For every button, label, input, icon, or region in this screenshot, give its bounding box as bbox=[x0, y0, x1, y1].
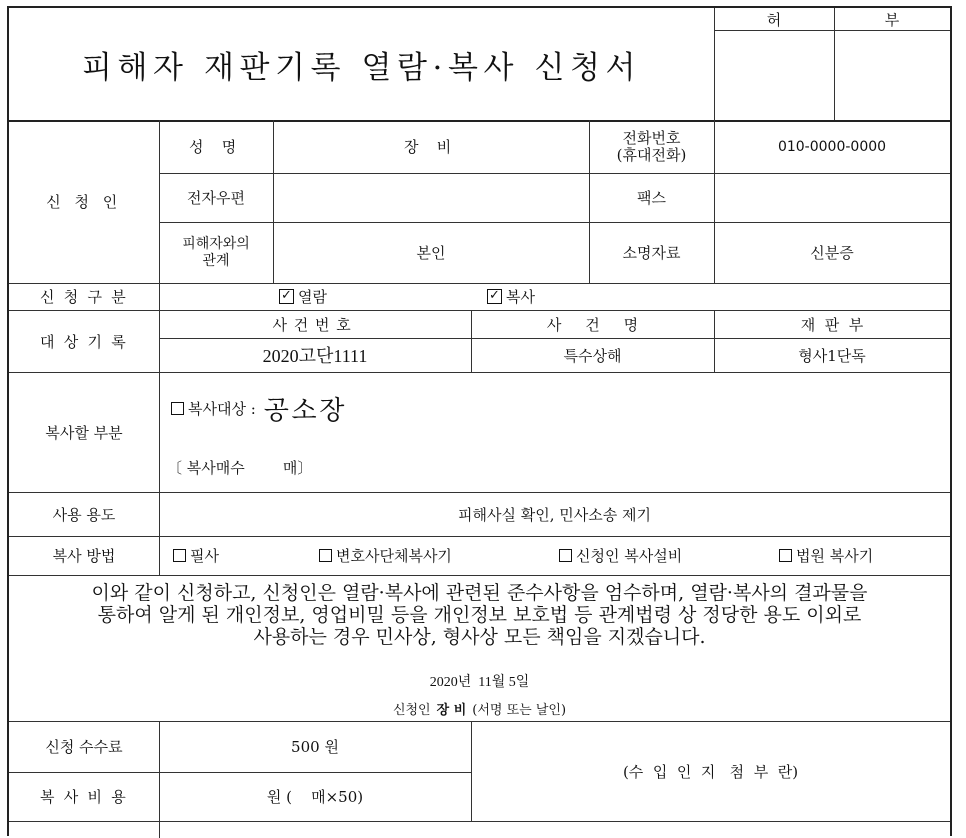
case-number-header: 사건번호 bbox=[272, 315, 358, 334]
signer-label: 신청인 bbox=[392, 702, 431, 718]
applicant-device-label: 신청인 복사설비 bbox=[576, 547, 683, 565]
approval-deny-box[interactable] bbox=[834, 30, 950, 120]
relation-label: 피해자와의 관계 bbox=[182, 235, 250, 269]
revenue-stamp-area[interactable]: (수 입 인 지 첨 부 란) bbox=[622, 762, 799, 781]
approval-deny-label: 부 bbox=[884, 10, 900, 29]
declaration-line: 이와 같이 신청하고, 신청인은 열람·복사에 관련된 준수사항을 엄수하며, 열람·복사의 결과물을 bbox=[91, 582, 868, 604]
lawyer-copier-checkbox[interactable] bbox=[319, 549, 332, 562]
court-copier-label: 법원 복사기 bbox=[796, 547, 874, 565]
method-handcopy[interactable] bbox=[173, 536, 303, 575]
phone-label: 전화번호 (휴대전화) bbox=[616, 128, 687, 164]
handcopy-label: 필사 bbox=[190, 547, 219, 565]
request-type-label: 신 청 구 분 bbox=[39, 288, 128, 306]
view-checkbox[interactable]: ✓ bbox=[279, 289, 294, 304]
fax-field[interactable] bbox=[714, 173, 950, 222]
method-applicant-device[interactable] bbox=[559, 536, 774, 575]
method-court-copier[interactable] bbox=[779, 536, 949, 575]
approval-permit-label: 허 bbox=[766, 10, 782, 29]
signer-note: (서명 또는 날인) bbox=[472, 702, 567, 718]
approval-permit-box[interactable] bbox=[714, 30, 834, 120]
relation-field[interactable]: 본인 bbox=[416, 244, 446, 262]
phone-field[interactable]: 010-0000-0000 bbox=[777, 138, 887, 155]
option-view[interactable] bbox=[279, 283, 389, 310]
proof-label: 소명자료 bbox=[622, 244, 681, 262]
copy-target-checkbox[interactable] bbox=[171, 402, 184, 415]
declaration-line: 사용하는 경우 민사상, 형사상 모든 책임을 지겠습니다. bbox=[253, 626, 706, 648]
applicant-device-checkbox[interactable] bbox=[559, 549, 572, 562]
court-copier-checkbox[interactable] bbox=[779, 549, 792, 562]
usage-field[interactable]: 피해사실 확인, 민사소송 제기 bbox=[458, 505, 651, 524]
application-date[interactable]: 2020년 11월 5일 bbox=[429, 675, 530, 690]
name-label: 성 명 bbox=[189, 138, 243, 156]
court-header: 재 판 부 bbox=[800, 315, 864, 334]
rule bbox=[159, 536, 160, 575]
signer-name: 장 비 bbox=[436, 702, 467, 718]
usage-label: 사용 용도 bbox=[52, 505, 116, 524]
declaration bbox=[9, 582, 950, 648]
proof-field[interactable]: 신분증 bbox=[810, 244, 854, 262]
fee-label: 신청 수수료 bbox=[45, 738, 123, 756]
court-field[interactable]: 형사1단독 bbox=[798, 346, 866, 365]
case-name-header: 사 건 명 bbox=[546, 315, 639, 334]
handcopy-checkbox[interactable] bbox=[173, 549, 186, 562]
copy-cost-field[interactable]: 원 ( 매×50) bbox=[266, 788, 364, 806]
view-label: 열람 bbox=[298, 288, 327, 306]
copy-part-label: 복사할 부분 bbox=[45, 423, 123, 442]
form-title: 피해자 재판기록 열람·복사 신청서 bbox=[81, 49, 642, 86]
lawyer-copier-label: 변호사단체복사기 bbox=[336, 547, 452, 565]
copy-method-label: 복사 방법 bbox=[52, 547, 116, 565]
email-label: 전자우편 bbox=[187, 189, 245, 207]
rule bbox=[9, 575, 950, 576]
applicant-section-label: 신 청 인 bbox=[46, 193, 122, 211]
copy-count-row[interactable]: 〔 복사매수 매〕 bbox=[167, 458, 313, 477]
signature-line[interactable] bbox=[9, 698, 950, 718]
option-copy[interactable] bbox=[487, 283, 597, 310]
copy-target-label: 복사대상 : bbox=[188, 399, 256, 418]
target-record-label: 대 상 기 록 bbox=[39, 332, 128, 351]
fee-field[interactable]: 500 원 bbox=[291, 738, 339, 756]
declaration-line: 통하여 알게 된 개인정보, 영업비밀 등을 개인정보 보호법 등 관계법령 상 정당한 용도 이외로 bbox=[97, 604, 862, 626]
applicant-name-field[interactable]: 장 비 bbox=[404, 138, 458, 156]
fax-label: 팩스 bbox=[637, 189, 666, 207]
copy-cost-label: 복 사 비 용 bbox=[39, 788, 128, 806]
copy-target-row[interactable] bbox=[171, 388, 571, 428]
method-lawyer-copier[interactable] bbox=[319, 536, 549, 575]
copy-target-value[interactable]: 공소장 bbox=[263, 395, 347, 426]
application-form bbox=[7, 6, 952, 836]
rule bbox=[9, 821, 950, 822]
case-number-field[interactable]: 2020고단1111 bbox=[262, 346, 368, 366]
email-field[interactable] bbox=[273, 173, 589, 222]
case-name-field[interactable]: 특수상해 bbox=[563, 346, 622, 365]
copy-checkbox[interactable]: ✓ bbox=[487, 289, 502, 304]
copy-label: 복사 bbox=[506, 288, 535, 306]
